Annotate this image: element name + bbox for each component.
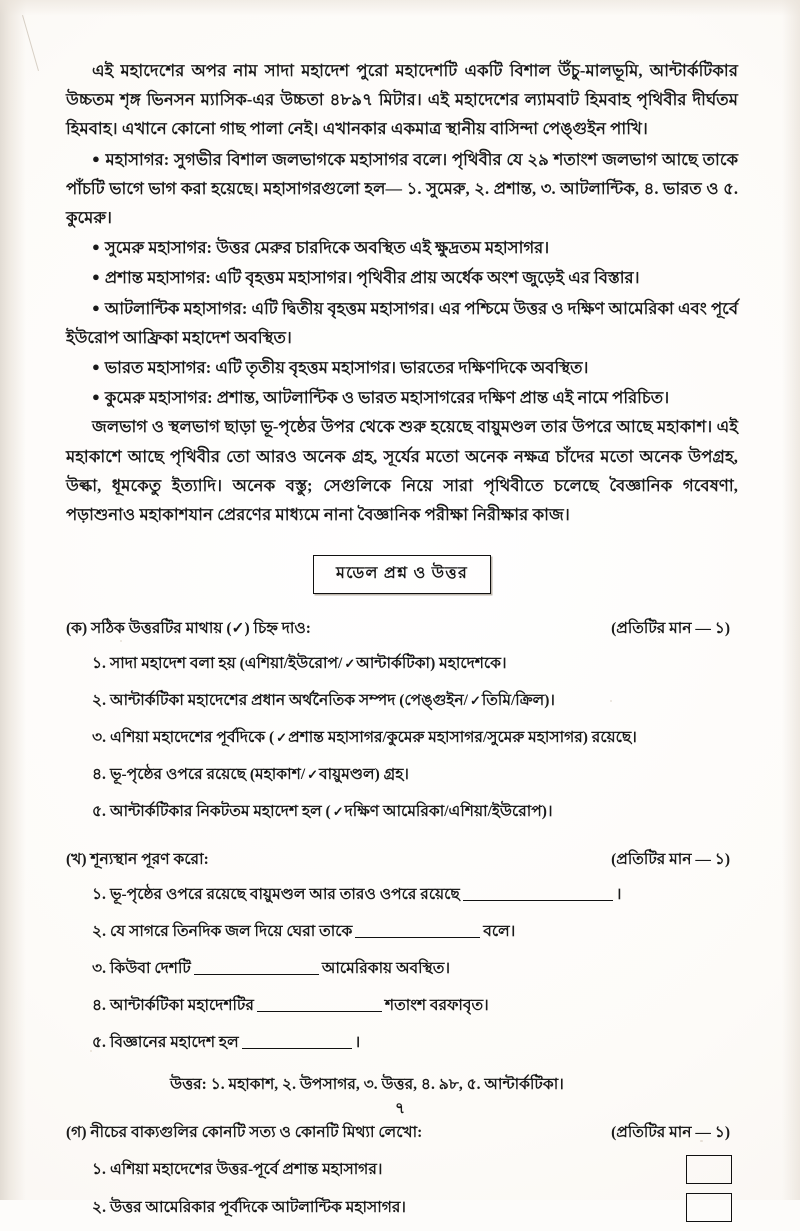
question-text <box>110 919 738 945</box>
ocean-definition-item <box>66 232 738 262</box>
section-ga-instruction: নীচের বাক্যগুলির কোনটি সত্য ও কোনটি মিথ্যা লেখো: <box>90 1124 423 1142</box>
correct-option: তিমি <box>481 692 511 710</box>
blank-field[interactable] <box>194 974 319 975</box>
correct-option: দক্ষিণ আমেরিকা <box>344 803 445 821</box>
fill-blank-item <box>66 1030 738 1056</box>
correct-option: প্রশান্ত মহাসাগর <box>288 729 383 747</box>
section-kha-label: (খ) <box>66 851 87 869</box>
question-item <box>66 688 738 714</box>
answer-box[interactable] <box>686 1193 732 1222</box>
question-text <box>110 799 738 825</box>
question-text-after: /ক্রিল)। <box>510 692 555 710</box>
blank-field[interactable] <box>242 1048 352 1049</box>
question-text-after: ) মহাদেশকে। <box>430 655 507 673</box>
question-text-before: আন্টার্কটিকা মহাদেশের প্রধান অর্থনৈতিক সম্পদ (পেঙ্গুইন/ <box>110 692 468 710</box>
question-text <box>110 762 738 788</box>
blank-text-after: । <box>615 886 622 904</box>
ocean-term: সুমেরু মহাসাগর: <box>104 238 213 258</box>
statement-text: উত্তর আমেরিকার পূর্বদিকে আটলান্টিক মহাসাগর। <box>110 1198 406 1216</box>
question-number: ৩. <box>92 729 106 747</box>
blank-text-after: আমেরিকায় অবস্থিত। <box>321 960 450 978</box>
correct-option: বায়ুমণ্ডল <box>319 766 375 784</box>
answer-box[interactable] <box>686 1155 732 1184</box>
section-ga <box>66 1120 738 1222</box>
page-content <box>66 56 738 1231</box>
exercise-heading-container <box>66 555 738 594</box>
bullet-dot-icon: ● <box>92 299 100 315</box>
section-ga-label: (গ) <box>66 1124 87 1142</box>
blank-text-after: বলে। <box>483 923 516 941</box>
question-number: ৩. <box>92 960 106 978</box>
ocean-term: প্রশান্ত মহাসাগর: <box>104 268 211 288</box>
ocean-description: এটি তৃতীয় বৃহত্তম মহাসাগর। ভারতের দক্ষিণদিকে অবস্থিত। <box>215 358 589 378</box>
section-ka-header <box>66 616 738 642</box>
checkmark-icon: ✓ <box>332 804 344 820</box>
section-kha-question-list <box>66 882 738 1056</box>
blank-text-after: । <box>354 1034 361 1052</box>
ocean-description: সুগভীর বিশাল জলভাগকে মহাসাগর বলে। পৃথিবীর যে ২৯ শতাংশ জলভাগ আছে তাকে পাঁচটি ভাগে ভাগ করা হয়েছে। মহাসাগরগুলো হল— ১. সুমেরু, ২. প্রশান্ত, ৩. আটলান্টিক, ৪. ভারত ও ৫. কুমেরু। <box>66 149 738 228</box>
section-kha <box>66 847 738 1098</box>
section-ka-marks: (প্রতিটির মান — ১) <box>611 620 730 638</box>
checkmark-icon: ✓ <box>344 656 356 672</box>
question-text <box>110 1030 738 1056</box>
question-number: ২. <box>92 1198 106 1216</box>
scan-right-edge-shadow <box>782 0 800 1200</box>
section-kha-marks: (প্রতিটির মান — ১) <box>611 851 730 869</box>
ocean-term: আটলান্টিক মহাসাগর: <box>104 298 248 318</box>
question-number: ৪. <box>92 997 106 1015</box>
question-item <box>66 762 738 788</box>
bullet-dot-icon: ● <box>92 239 100 255</box>
ocean-definition-item <box>66 382 738 412</box>
section-ga-prompt <box>66 1120 422 1146</box>
question-text <box>110 725 738 751</box>
bullet-dot-icon: ● <box>92 389 100 405</box>
ocean-definitions-list <box>66 144 738 413</box>
blank-text-before: বিজ্ঞানের মহাদেশ হল <box>110 1034 239 1052</box>
statement-text: এশিয়া মহাদেশের উত্তর-পূর্বে প্রশান্ত মহাসাগর। <box>110 1160 383 1178</box>
question-item <box>66 651 738 677</box>
question-text-before: এশিয়া মহাদেশের পূর্বদিকে ( <box>110 729 275 747</box>
question-text <box>110 651 738 677</box>
section-ga-question-list <box>66 1155 738 1222</box>
section-kha-answers: উত্তর: ১. মহাকাশ, ২. উপসাগর, ৩. উত্তর, ৪. ৯৮, ৫. আন্টার্কটিকা। <box>170 1076 564 1094</box>
fill-blank-item <box>66 993 738 1019</box>
question-number: ৫. <box>92 1034 106 1052</box>
bullet-dot-icon: ● <box>92 359 100 375</box>
ocean-definition-item <box>66 352 738 382</box>
question-text-after: /এশিয়া/ইউরোপ)। <box>444 803 553 821</box>
ocean-description: উত্তর মেরুর চারদিকে অবস্থিত এই ক্ষুদ্রতম মহাসাগর। <box>216 238 550 258</box>
ocean-description: প্রশান্ত, আটলান্টিক ও ভারত মহাসাগরের দক্ষিণ প্রান্ত এই নামে পরিচিত। <box>216 388 670 408</box>
blank-text-before: আন্টার্কটিকা মহাদেশটির <box>110 997 254 1015</box>
question-text-before: আন্টার্কটিকার নিকটতম মহাদেশ হল ( <box>110 803 331 821</box>
question-item <box>66 799 738 825</box>
ocean-definition-item <box>66 293 738 352</box>
question-number: ৪. <box>92 766 106 784</box>
checkmark-icon: ✓ <box>307 767 319 783</box>
ocean-description: এটি দ্বিতীয় বৃহত্তম মহাসাগর। এর পশ্চিমে উত্তর ও দক্ষিণ আমেরিকা এবং পূর্বে ইউরোপ আফ্রিকা মহাদেশ অবস্থিত। <box>66 298 738 347</box>
true-false-item <box>66 1155 738 1184</box>
section-ka-instruction: সঠিক উত্তরটির মাথায় (✓) চিহ্ন দাও: <box>91 620 311 638</box>
scan-left-edge-shadow <box>0 0 26 1200</box>
scan-top-edge-shadow <box>0 0 800 16</box>
ocean-definition-item <box>66 262 738 292</box>
fill-blank-item <box>66 956 738 982</box>
atmosphere-paragraph: জলভাগ ও স্থলভাগ ছাড়া ভূ-পৃষ্ঠের উপর থেকে শুরু হয়েছে বায়ুমণ্ডল তার উপরে আছে মহাকাশ। এই মহাকাশে আছে পৃথিবীর তো আরও অনেক গ্রহ, সূর্যের মতো অনেক নক্ষত্র চাঁদের মতো অনেক উপগ্রহ, উল্কা, ধূমকেতু ইত্যাদি। অনেক বস্তু; সেগুলিকে নিয়ে সারা পৃথিবীতে চলেছে বৈজ্ঞানিক গবেষণা, পড়াশুনাও মহাকাশযান প্রেরণের মাধ্যমে নানা বৈজ্ঞানিক পরীক্ষা নিরীক্ষার কাজ। <box>66 417 738 525</box>
bullet-dot-icon: ● <box>92 269 100 285</box>
question-text-after: ) গ্রহ। <box>374 766 409 784</box>
blank-field[interactable] <box>355 937 480 938</box>
checkmark-icon: ✓ <box>469 693 481 709</box>
section-ga-header <box>66 1120 738 1146</box>
bullet-dot-icon: ● <box>92 150 101 166</box>
section-kha-prompt <box>66 847 209 873</box>
question-number: ১. <box>92 886 106 904</box>
true-false-item <box>66 1193 738 1222</box>
blank-field[interactable] <box>463 900 613 901</box>
question-number: ১. <box>92 1160 106 1178</box>
ocean-term: কুমেরু মহাসাগর: <box>104 388 213 408</box>
question-text <box>110 993 738 1019</box>
question-text-before: সাদা মহাদেশ বলা হয় (এশিয়া/ইউরোপ/ <box>110 655 343 673</box>
ocean-term: মহাসাগর: <box>105 149 170 169</box>
section-ka-label: (ক) <box>66 620 88 638</box>
question-text <box>110 956 738 982</box>
section-ka-prompt <box>66 616 311 642</box>
question-text <box>110 688 738 714</box>
correct-option: আন্টার্কটিকা <box>356 655 431 673</box>
intro-paragraph: এই মহাদেশের অপর নাম সাদা মহাদেশ পুরো মহাদেশটি একটি বিশাল উঁচু-মালভূমি, আন্টার্কটিকার উচ্চতম শৃঙ্গ ভিনসন ম্যাসিক-এর উচ্চতা ৪৮৯৭ মিটার। এই মহাদেশের ল্যামবাট হিমবাহ পৃথিবীর দীর্ঘতম হিমবাহ। এখানে কোনো গাছ পালা নেই। এখানকার একমাত্র স্থানীয় বাসিন্দা পেঙ্গুইন পাখি। <box>66 61 738 139</box>
fill-blank-item <box>66 882 738 908</box>
question-number: ৫. <box>92 803 106 821</box>
section-ka <box>66 616 738 825</box>
page-number: ৭ <box>394 1100 406 1117</box>
question-text <box>110 882 738 908</box>
question-text-after: /কুমেরু মহাসাগর/সুমেরু মহাসাগর) রয়েছে। <box>382 729 637 747</box>
blank-text-before: ভূ-পৃষ্ঠের ওপরে রয়েছে বায়ুমণ্ডল আর তারও ওপরে রয়েছে <box>110 886 460 904</box>
section-ga-marks: (প্রতিটির মান — ১) <box>611 1124 730 1142</box>
section-ka-question-list <box>66 651 738 825</box>
ocean-term: ভারত মহাসাগর: <box>104 358 212 378</box>
question-number: ২. <box>92 692 106 710</box>
ocean-definition-item <box>66 144 738 233</box>
exercise-heading: মডেল প্রশ্ন ও উত্তর <box>313 555 491 594</box>
section-kha-header <box>66 847 738 873</box>
blank-text-before: যে সাগরে তিনদিক জল দিয়ে ঘেরা তাকে <box>110 923 353 941</box>
question-item <box>66 725 738 751</box>
ocean-description: এটি বৃহত্তম মহাসাগর। পৃথিবীর প্রায় অর্ধেক অংশ জুড়েই এর বিস্তার। <box>215 268 640 288</box>
section-kha-instruction: শূন্যস্থান পূরণ করো: <box>90 851 209 869</box>
blank-field[interactable] <box>257 1011 382 1012</box>
question-number: ২. <box>92 923 106 941</box>
question-number: ১. <box>92 655 106 673</box>
fill-blank-item <box>66 919 738 945</box>
checkmark-icon: ✓ <box>276 730 288 746</box>
blank-text-after: শতাংশ বরফাবৃত। <box>384 997 489 1015</box>
question-text-before: ভূ-পৃষ্ঠের ওপরে রয়েছে (মহাকাশ/ <box>110 766 306 784</box>
blank-text-before: কিউবা দেশটি <box>110 960 191 978</box>
